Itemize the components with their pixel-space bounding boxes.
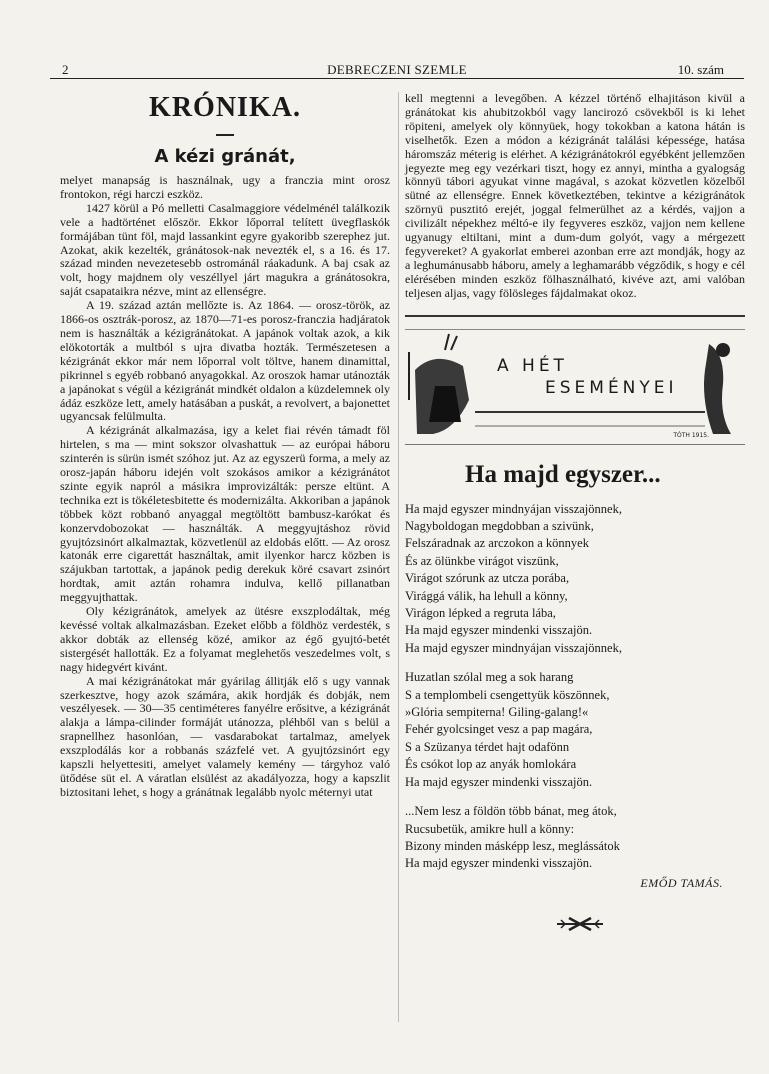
poem-stanza	[405, 501, 745, 658]
banner-bottom-rule	[405, 444, 745, 445]
drummer-figure	[704, 344, 731, 434]
week-events-banner	[405, 329, 745, 442]
article-paragraph: melyet manapság is használnak, ugy a franczia mint orosz frontokon, régi harczi eszköz.	[60, 173, 390, 201]
section-rule	[405, 315, 745, 317]
article-paragraph: A kézigránát alkalmazása, igy a kelet fiai révén támadt föl hirtelen, s ma — mint sokszor olvashattuk — az európai háboru szinterén is sürün ismét szóhoz jut. Az az egyszerü forma, a mely az orosz-japán háboru idején volt szokásos amikor a kézigránátot szinte egyik napról a másikra improvizálták: persze eltünt. A technika ezt is tökéletesbitette és modernizálta. Akkoriban a japánok többek közt robbanó anyaggal megtöltött bambusz-karókat és konzervdobozokat — használták. A meggyujtáshoz rövid gyujtózsinórt alkalmaztak, közvetlenül az eldobás előtt. — Az orosz katonák erre cigarettát használtak, amit ilyenkor harcz közben is szájukban tartottak, a japánok pedig derekuk köré csavart zsinórt hordtak, amit aztán rohamra indulva, kellő pillanatban meggyujthattak.	[60, 423, 390, 605]
article-continuation	[405, 92, 745, 301]
article-paragraph: 1427 körül a Pó melletti Casalmaggiore védelménél találkozik vele a hadtörténet először. Ekkor lőporral telített üvegflaskók formájában tünt föl, majd lassankint egyre gyakoribb szerephez jut. Azokat, akik kezelték, gránátosok-nak nevezték el, s a 16. és 17. század minden nevezetesebb ostrománál ráakadunk. A baj csak az volt, hogy majdnem oly veszéllyel járt magukra a gránátosokra, saját csapataikra nézve, mint az ellenségre.	[60, 200, 390, 299]
column-divider	[398, 92, 399, 1022]
poem-line: Fehér gyolcsinget vesz a pap magára,	[405, 722, 593, 737]
poem-line: Huzatlan szólal meg a sok harang	[405, 670, 574, 685]
poem-line: S a Szüzanya térdet hajt odafönn	[405, 739, 570, 754]
banner-line-2: ESEMÉNYEI	[545, 377, 678, 398]
poem-line: Nagyboldogan megdobban a szivünk,	[405, 519, 594, 533]
section-heading: KRÓNIKA.	[149, 92, 301, 123]
poem-title: Ha majd egyszer...	[465, 460, 661, 488]
drummer-head	[716, 343, 730, 357]
article-body	[60, 174, 390, 800]
poem-line: Felszáradnak az arczokon a könnyek	[405, 536, 589, 551]
poem-line: Ha majd egyszer mindnyájan visszajönnek,	[405, 640, 622, 655]
poem	[405, 501, 745, 893]
page-header	[50, 60, 744, 79]
poem-line: És csókot lop az anyák homlokára	[405, 757, 577, 772]
article-paragraph: A mai kézigránátokat már gyárilag állitják elő s ugy vannak szerkesztve, hogy azok számára, akik hordják és dobják, nem veszélyesek. — 30—35 centiméteres fanyélre erősitve, a kézigránát alakja a lámpa-cilinder formáját utánozza, pléhből van s belül a srapnellhez hasonlóan, — vasdarabokat tartalmaz, amelyek exszplodálás kor a robbanás százfelé vet. A gyujtózsinórt egy kapszli helyettesiti, amelyet valamely kemény — tárgyhoz való ütődése süt el. A váratlan elsülést az akadályozza, hogy a kapszlit biztositani lehet, s hogy a gránátnak legalább nyolc méternyi utat	[60, 673, 390, 799]
poem-author: EMŐD TAMÁS.	[640, 875, 723, 890]
poem-line: S a templombeli csengettyük köszönnek,	[405, 687, 610, 702]
poem-line: »Glória sempiterna! Giling-galang!«	[405, 705, 589, 720]
poem-line: Ha majd egyszer mindenki visszajön.	[405, 623, 593, 638]
issue-number: 10. szám	[677, 62, 724, 77]
poem-line: Virággá válik, ha lehull a könny,	[405, 588, 568, 603]
heading-dash	[216, 134, 234, 136]
bell-rope	[445, 334, 457, 350]
left-column	[60, 92, 390, 800]
poem-line: Ha majd egyszer mindnyájan visszajönnek,	[405, 501, 622, 516]
journal-title: DEBRECZENI SZEMLE	[327, 62, 467, 77]
poem-line: ...Nem lesz a földön több bánat, meg átok,	[405, 804, 617, 819]
poem-stanza	[405, 669, 745, 791]
poem-line: Virágon lépked a regruta lába,	[405, 606, 556, 621]
article-paragraph: Oly kézigránátok, amelyek az ütésre exszplodáltak, még kevéssé voltak alkalmazásban. Ezeket előbb a földhöz verdesték, s akkor dobták az ellenség közé, amikor az égő gyujtó-betét sistergését hallották. Ez a folyamat meglehetős veszedelmes volt, s nagy hidegvért kivánt.	[60, 604, 390, 674]
poem-line: Rucsubetük, amikre hull a könny:	[405, 821, 575, 836]
article-paragraph: A 19. század aztán mellőzte is. Az 1864. — orosz-török, az 1866-os osztrák-porosz, az 1870—71-es porosz-franczia hadjáratok nem is használták a kézigránátokat. A japánok voltak azok, a kik elökotorták a multból s ujra divatba hozták. Természetesen a kézigránát ekkor már nem lőporral volt töltve, hanem dinamittal, pikrinnel s egyéb robbanó anyagokkal. Az oroszok hamar utánozták a japánokat s végül a kézigránát mindkét oldalon a küzdelemnek oly ádáz eszköze lett, amely hatásában a puskát, a revolvert, a bajonettet ugyancsak felülmulta.	[60, 298, 390, 424]
poem-line: Virágot szórunk az utcza porába,	[405, 571, 570, 586]
poem-stanza	[405, 803, 745, 873]
poem-line: Ha majd egyszer mindenki visszajön.	[405, 774, 593, 789]
right-column	[405, 92, 745, 939]
banner-signature: TÓTH 1915.	[673, 431, 709, 439]
page-number: 2	[62, 62, 69, 77]
ornament-icon	[555, 914, 745, 939]
poem-line: Bizony minden másképp lesz, meglássátok	[405, 838, 620, 853]
article-paragraph: kell megtenni a levegőben. A kézzel történő elhajitáson kivül a gránátokat kis ahubitzokból vagy lancirozó csövekből is ki lehet röpiteni, amelyek oly könnyüek, hogy tokokban a katona hátán is viselhetők. Ezen a módon a kézigránát találási képessége, hatása háromszáz méterig is elérhet. A kézigránátokról egyébként jellemzően jegyezte meg egy vezérkari tiszt, hogy ez annyi, mintha a gyalogság könnyü tábori agyukat vinne magával, s azokat közvetlen közelből sütné az ellenségre. Ennek következtében, tekintve a kézigránátok szörnyü pusztitó erejét, joggal felmerülhet az a kérdés, vajjon a civilizált népekhez méltó-e ily fegyveres eszköz, vajjon nem kellene ugyanugy eltiltani, mint a dum-dum golyót, vagy a mérgezett fegyvereket? A gyakorlat emberei azonban erre azt mondják, hogy az a leghumánusabb háboru, amely a leghamarább végződik, s hogy e cél elérésében minden eszköz fölhasználható, kivéve azt, ami valóban teljesen aljas, vagy fölösleges fájdalmakat okoz.	[405, 91, 745, 300]
poem-line: Ha majd egyszer mindenki visszajön.	[405, 856, 593, 871]
article-title: A kézi gránát,	[154, 146, 296, 167]
banner-line-1: A HÉT	[497, 355, 568, 376]
poem-line: És az ölünkbe virágot viszünk,	[405, 553, 559, 568]
